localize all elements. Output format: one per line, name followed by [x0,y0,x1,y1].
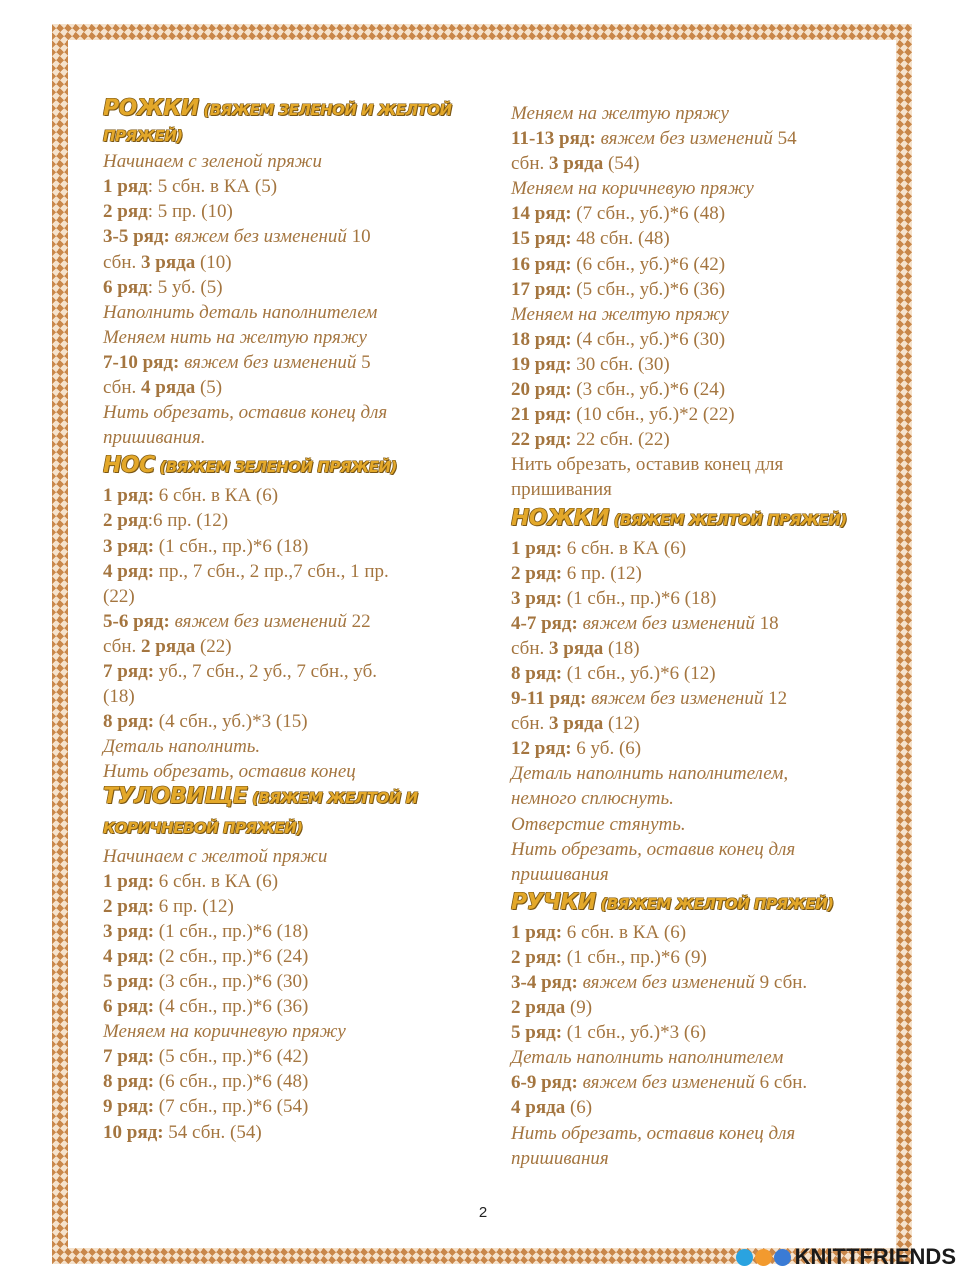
line-text: (10 сбн., уб.)*2 (22) [571,404,735,426]
line-text: сбн. [103,377,141,399]
pattern-line [511,302,901,327]
line-text: Нить обрезать, оставив конец для [511,838,796,860]
pattern-line [511,837,901,862]
pattern-line [103,1120,493,1145]
line-text: (4 сбн., уб.)*3 (15) [154,711,308,733]
section-heading [103,812,493,844]
line-text: 2 ряд: [103,895,155,917]
line-text: (18) [103,686,135,708]
pattern-line [103,919,493,944]
pattern-line [511,377,901,402]
line-text: 4 ряда [141,377,196,399]
pattern-line [511,126,901,151]
line-text: немного сплюснуть. [511,788,674,810]
line-text: (3 сбн., пр.)*6 (30) [154,971,309,992]
pattern-line [511,352,901,377]
line-text: 20 ряд: [511,379,572,401]
line-text: вяжем без изменений [174,226,347,248]
line-text: Деталь наполнить. [103,736,261,758]
line-text: 17 ряд: [511,278,572,300]
line-text: Меняем на желтую пряжу [511,303,729,325]
watermark-text: KNITTFRIENDS [794,1244,956,1269]
pattern-line [511,101,901,126]
line-text: 2 ряд: [511,946,563,968]
pattern-line [511,611,901,636]
line-text: 6 сбн. в КА (6) [154,870,279,892]
line-text: 1 ряд: [103,485,155,507]
heading-text: ТУЛОВИЩЕ [103,784,248,810]
line-text: 14 ряд: [511,203,572,225]
line-text: 7-10 ряд: [103,351,185,373]
line-text: (6 сбн., уб.)*6 (42) [571,253,726,275]
line-text: 6 сбн. в КА (6) [154,485,279,507]
pattern-line [103,559,493,584]
pattern-line [511,1121,901,1146]
line-text: (9) [565,997,593,1019]
line-text: пришивания [511,1147,609,1169]
line-text: 6 ряд [103,276,148,298]
line-text: Меняем на коричневую пряжу [511,178,754,200]
pattern-line [511,201,901,226]
line-text: 2 ряд: [511,562,563,584]
pattern-line [103,375,493,400]
pattern-line [103,844,493,869]
line-text: Нить обрезать, оставив конец для [103,402,388,424]
line-text: 21 ряд: [511,404,572,426]
line-text: (5 сбн., уб.)*6 (36) [571,278,726,300]
line-text: (1 сбн., пр.)*6 (18) [154,920,309,942]
pattern-line [103,759,493,784]
line-text: (1 сбн., уб.)*6 (12) [562,662,716,684]
pattern-line [103,659,493,684]
line-text: вяжем без изменений [600,128,773,150]
line-text: 22 ряд: [511,429,572,451]
pattern-line [103,174,493,199]
pattern-line [511,661,901,686]
pattern-line [511,1045,901,1070]
heading-text: КОРИЧНЕВОЙ ПРЯЖЕЙ) [103,818,303,837]
left-column [103,96,493,1145]
section-heading [103,96,493,123]
line-text: (54) [603,153,640,175]
line-text: 6 пр. (12) [154,895,234,917]
pattern-line [511,862,901,887]
line-text: : 5 сбн. в КА (5) [147,176,278,198]
heading-text: РУЧКИ [511,889,596,915]
line-text: 3-5 ряд: [103,226,175,248]
heading-text: (ВЯЖЕМ ЖЕЛТОЙ И [247,789,418,808]
line-text: пр., 7 сбн., 2 пр.,7 сбн., 1 пр. [154,560,389,582]
pattern-line [511,277,901,302]
line-text: Начинаем с зеленой пряжи [103,151,322,173]
line-text: 3 ряда [549,153,604,175]
odnoklassniki-icon [755,1249,772,1266]
line-text: (3 сбн., уб.)*6 (24) [571,379,726,401]
line-text: сбн. [103,251,141,273]
pattern-line [103,634,493,659]
pattern-line [511,226,901,251]
line-text: 6 ряд: [103,996,155,1018]
line-text: 6 уб. (6) [571,738,642,760]
line-text: (12) [603,713,640,735]
line-text: 8 ряд: [103,1071,155,1093]
line-text: Отверстие стянуть. [511,813,686,835]
line-text: 3 ряда [549,713,604,735]
line-text: 1 ряд: [103,870,155,892]
line-text: 9 ряд: [103,1096,155,1118]
line-text: (1 сбн., пр.)*6 (18) [562,587,717,609]
telegram-icon [736,1249,753,1266]
line-text: 3 ряда [549,637,604,659]
line-text: пришивания. [103,427,206,449]
pattern-line [511,761,901,786]
line-text: 16 ряд: [511,253,572,275]
pattern-line [511,1020,901,1045]
pattern-line [511,1146,901,1171]
section-heading [103,784,493,811]
pattern-line [511,970,901,995]
line-text: 2 ряд [103,510,148,532]
line-text: (7 сбн., пр.)*6 (54) [154,1096,309,1118]
pattern-line [103,425,493,450]
section-heading [103,450,493,483]
line-text: вяжем без изменений [582,972,755,993]
line-text: 6 сбн. в КА (6) [562,921,687,943]
pattern-line [103,350,493,375]
pattern-line [103,224,493,249]
pattern-line [103,994,493,1019]
pattern-line [103,400,493,425]
pattern-line [103,584,493,609]
pattern-line [511,920,901,945]
line-text: 11-13 ряд: [511,128,601,150]
line-text: сбн. [511,713,549,735]
line-text: 22 [346,610,371,632]
pattern-line [103,734,493,759]
pattern-line [103,1069,493,1094]
line-text: 5-6 ряд: [103,610,175,632]
line-text: 18 ряд: [511,328,572,350]
line-text: Деталь наполнить наполнителем, [511,763,789,785]
line-text: 54 сбн. (54) [163,1121,262,1143]
pattern-line [511,252,901,277]
line-text: 54 [772,128,797,150]
line-text: 4-7 ряд: [511,612,583,634]
line-text: 10 ряд: [103,1121,164,1143]
line-text: пришивания [511,863,609,885]
pattern-line [103,684,493,709]
pattern-line [103,483,493,508]
pattern-line [511,786,901,811]
line-text: 6 сбн. в КА (6) [562,537,687,559]
line-text: 2 ряд [103,201,148,223]
pattern-line [511,151,901,176]
line-text: 3 ряд: [103,920,155,942]
pattern-line [511,945,901,970]
heading-text: (ВЯЖЕМ ЖЕЛТОЙ ПРЯЖЕЙ) [608,510,847,529]
line-text: 3 ряд: [103,535,155,557]
line-text: (1 сбн., уб.)*3 (6) [562,1022,707,1044]
line-text: сбн. [511,637,549,659]
pattern-line [511,636,901,661]
right-column [511,101,901,1171]
line-text: 4 ряд: [103,560,155,582]
line-text: Наполнить деталь наполнителем [103,301,378,323]
line-text: (4 сбн., пр.)*6 (36) [154,996,309,1018]
line-text: (7 сбн., уб.)*6 (48) [571,203,726,225]
line-text: :6 пр. (12) [147,510,229,532]
pattern-line [511,686,901,711]
pattern-line [511,477,901,502]
line-text: 5 ряд: [511,1022,563,1044]
line-text: 3-4 ряд: [511,972,583,993]
line-text: : 5 пр. (10) [147,201,233,223]
line-text: 5 [356,351,371,373]
pattern-line [511,427,901,452]
line-text: 7 ряд: [103,660,155,682]
heading-text: (ВЯЖЕМ ЖЕЛТОЙ ПРЯЖЕЙ) [595,894,834,913]
pattern-line [103,325,493,350]
pattern-line [103,534,493,559]
line-text: 1 ряд [103,176,148,198]
pattern-line [103,300,493,325]
line-text: 9-11 ряд: [511,688,592,710]
pattern-line [511,995,901,1020]
line-text: 19 ряд: [511,353,572,375]
pattern-line [511,536,901,561]
pattern-line [511,711,901,736]
page-number: 2 [478,1204,488,1221]
pattern-line [103,508,493,533]
line-text: вяжем без изменений [582,1072,755,1094]
line-text: Меняем на желтую пряжу [511,103,729,124]
pattern-line [103,1044,493,1069]
line-text: 12 [763,688,788,710]
pattern-line [511,402,901,427]
line-text: Начинаем с желтой пряжи [103,845,328,867]
line-text: 48 сбн. (48) [571,228,670,250]
section-heading [103,123,493,149]
line-text: Нить обрезать, оставив конец [103,761,356,783]
heading-text: НОЖКИ [511,505,609,531]
line-text: пришивания [511,479,612,501]
line-text: (1 сбн., пр.)*6 (9) [562,946,707,968]
line-text: 18 [754,612,779,634]
pattern-line [103,149,493,174]
line-text: (5) [195,377,223,399]
line-text: 22 сбн. (22) [571,429,670,451]
line-text: (18) [603,637,640,659]
line-text: Меняем нить на желтую пряжу [103,326,367,348]
pattern-line [103,894,493,919]
section-heading [511,887,901,920]
line-text: 9 сбн. [754,972,808,993]
line-text: 15 ряд: [511,228,572,250]
line-text: (22) [195,635,232,657]
pattern-line [511,586,901,611]
pattern-line [511,812,901,837]
line-text: вяжем без изменений [184,351,357,373]
line-text: (1 сбн., пр.)*6 (18) [154,535,309,557]
pattern-line [103,275,493,300]
line-text: (2 сбн., пр.)*6 (24) [154,945,309,967]
pattern-line [103,609,493,634]
line-text: уб., 7 сбн., 2 уб., 7 сбн., уб. [154,660,378,682]
line-text: 1 ряд: [511,921,563,943]
line-text: Нить обрезать, оставив конец для [511,1122,796,1144]
section-heading [511,503,901,536]
pattern-line [511,452,901,477]
line-text: 10 [346,226,371,248]
heading-text: РОЖКИ [103,96,199,121]
pattern-line [103,944,493,969]
line-text: : 5 уб. (5) [147,276,223,298]
line-text: (10) [195,251,232,273]
line-text: сбн. [103,635,141,657]
line-text: 1 ряд: [511,537,563,559]
pattern-line [103,869,493,894]
line-text: сбн. [511,153,549,175]
line-text: (5 сбн., пр.)*6 (42) [154,1046,309,1068]
pattern-line [511,561,901,586]
line-text: 6 пр. (12) [562,562,642,584]
line-text: 3 ряда [141,251,196,273]
line-text: вяжем без изменений [591,688,764,710]
line-text: 30 сбн. (30) [571,353,670,375]
vk-icon [774,1249,791,1266]
heading-text: (ВЯЖЕМ ЗЕЛЕНОЙ И ЖЕЛТОЙ [198,101,452,119]
pattern-line [103,709,493,734]
line-text: вяжем без изменений [174,610,347,632]
pattern-line [511,327,901,352]
watermark [736,1244,956,1270]
pattern-line [511,1095,901,1120]
pattern-line [511,736,901,761]
line-text: Меняем на коричневую пряжу [103,1021,346,1043]
heading-text: ПРЯЖЕЙ) [103,127,183,146]
line-text: 8 ряд: [103,711,155,733]
heading-text: (ВЯЖЕМ ЗЕЛЕНОЙ ПРЯЖЕЙ) [154,458,397,477]
line-text: вяжем без изменений [582,612,755,634]
line-text: 6 сбн. [754,1072,808,1094]
line-text: Деталь наполнить наполнителем [511,1047,784,1069]
pattern-line [103,250,493,275]
line-text: 2 ряда [141,635,196,657]
line-text: 6-9 ряд: [511,1072,583,1094]
line-text: Нить обрезать, оставив конец для [511,454,784,476]
line-text: (6 сбн., пр.)*6 (48) [154,1071,309,1093]
pattern-line [103,1094,493,1119]
line-text: 4 ряд: [103,945,155,967]
pattern-line [103,969,493,994]
line-text: 2 ряда [511,997,566,1019]
line-text: 5 ряд: [103,971,155,992]
line-text: 3 ряд: [511,587,563,609]
line-text: 7 ряд: [103,1046,155,1068]
line-text: 4 ряда [511,1097,566,1119]
pattern-line [103,199,493,224]
line-text: (4 сбн., уб.)*6 (30) [571,328,726,350]
line-text: (6) [565,1097,593,1119]
line-text: 12 ряд: [511,738,572,760]
line-text: 8 ряд: [511,662,563,684]
pattern-line [103,1019,493,1044]
pattern-line [511,176,901,201]
heading-text: НОС [103,453,155,479]
line-text: (22) [103,585,135,607]
pattern-line [511,1070,901,1095]
